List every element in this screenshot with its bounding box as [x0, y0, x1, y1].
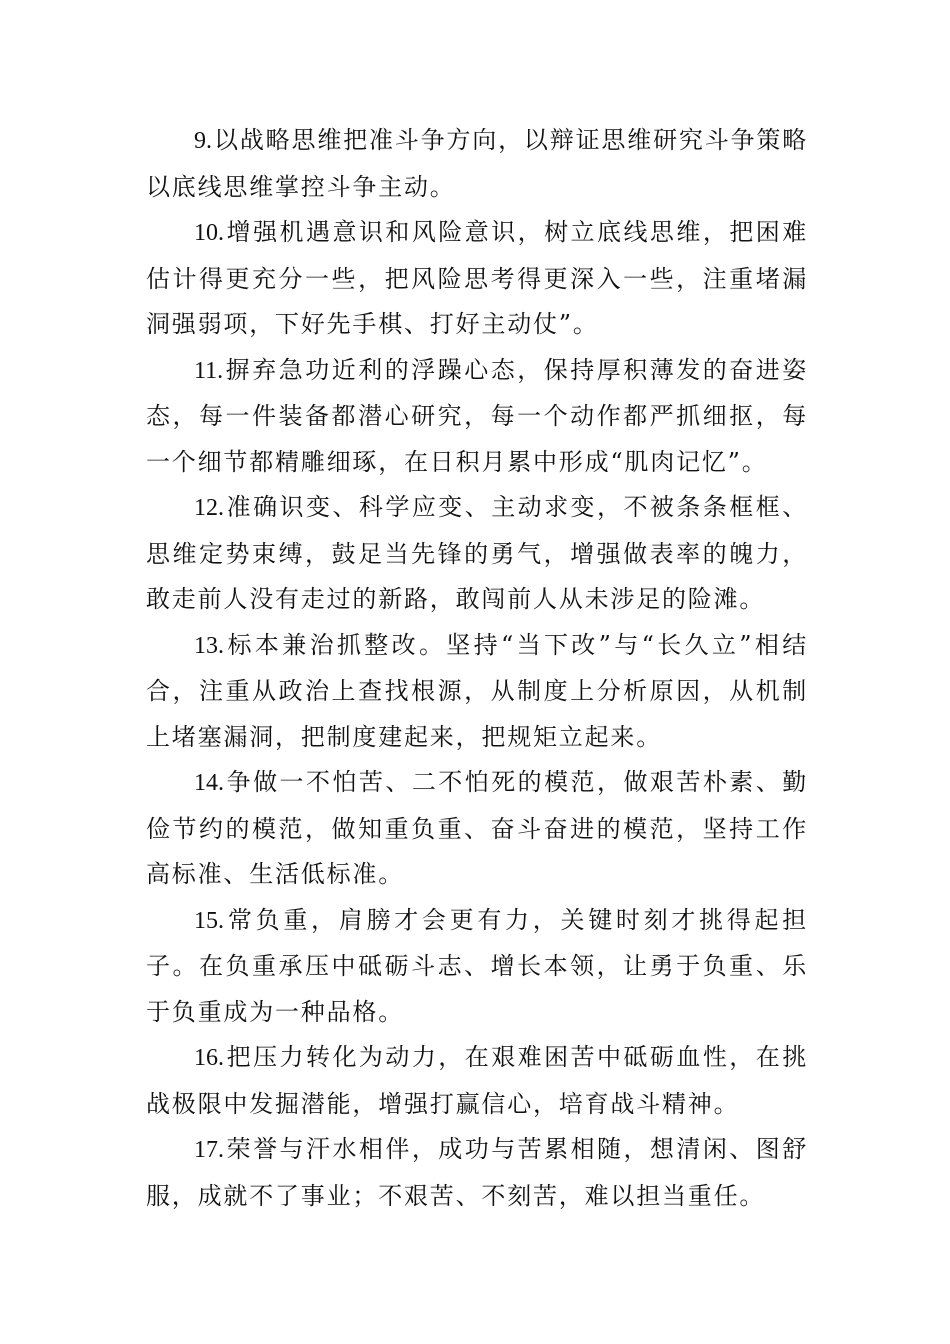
paragraph-14 [146, 760, 808, 898]
paragraph-number: 13. [194, 632, 224, 659]
paragraph-13 [146, 623, 808, 761]
paragraph-16 [146, 1035, 808, 1127]
paragraph-number: 16. [194, 1045, 224, 1071]
paragraph-text: 荣誉与汗水相伴，成功与苦累相随，想清闲、图舒服，成就不了事业；不艰苦、不刻苦，难以担当重任。 [146, 1135, 808, 1210]
paragraph-15 [146, 898, 808, 1036]
paragraph-text: 标本兼治抓整改。坚持“当下改”与“长久立”相结合，注重从政治上查找根源，从制度上分析原因，从机制上堵塞漏洞，把制度建起来，把规矩立起来。 [146, 630, 808, 751]
paragraph-11 [146, 348, 808, 486]
paragraph-number: 14. [194, 770, 224, 796]
paragraph-text: 摒弃急功近利的浮躁心态，保持厚积薄发的奋进姿态，每一件装备都潜心研究，每一个动作都严抓细抠，每一个细节都精雕细琢，在日积月累中形成“肌肉记忆”。 [146, 355, 808, 476]
paragraph-text: 准确识变、科学应变、主动求变，不被条条框框、思维定势束缚，鼓足当先锋的勇气，增强做表率的魄力，敢走前人没有走过的新路，敢闯前人从未涉足的险滩。 [146, 493, 808, 613]
paragraph-text: 把压力转化为动力，在艰难困苦中砥砺血性，在挑战极限中发掘潜能，增强打赢信心，培育战斗精神。 [146, 1043, 808, 1118]
paragraph-12 [146, 485, 808, 623]
paragraph-text: 争做一不怕苦、二不怕死的模范，做艰苦朴素、勤俭节约的模范，做知重负重、奋斗奋进的模范，坚持工作高标准、生活低标准。 [146, 768, 808, 888]
document-page [146, 118, 808, 1219]
paragraph-17 [146, 1127, 808, 1219]
paragraph-text: 以战略思维把准斗争方向，以辩证思维研究斗争策略以底线思维掌控斗争主动。 [146, 126, 808, 201]
paragraph-10 [146, 210, 808, 348]
paragraph-number: 12. [194, 495, 224, 521]
paragraph-9 [146, 118, 808, 210]
paragraph-number: 17. [194, 1137, 224, 1163]
paragraph-number: 9. [194, 128, 212, 154]
paragraph-number: 10. [194, 220, 224, 246]
paragraph-text: 增强机遇意识和风险意识，树立底线思维，把困难估计得更充分一些，把风险思考得更深入一些，注重堵漏洞强弱项，下好先手棋、打好主动仗”。 [146, 218, 808, 338]
paragraph-number: 15. [194, 907, 224, 934]
paragraph-text: 常负重，肩膀才会更有力，关键时刻才挑得起担子。在负重承压中砥砺斗志、增长本领，让勇于负重、乐于负重成为一种品格。 [146, 905, 808, 1026]
paragraph-number: 11. [194, 357, 224, 384]
